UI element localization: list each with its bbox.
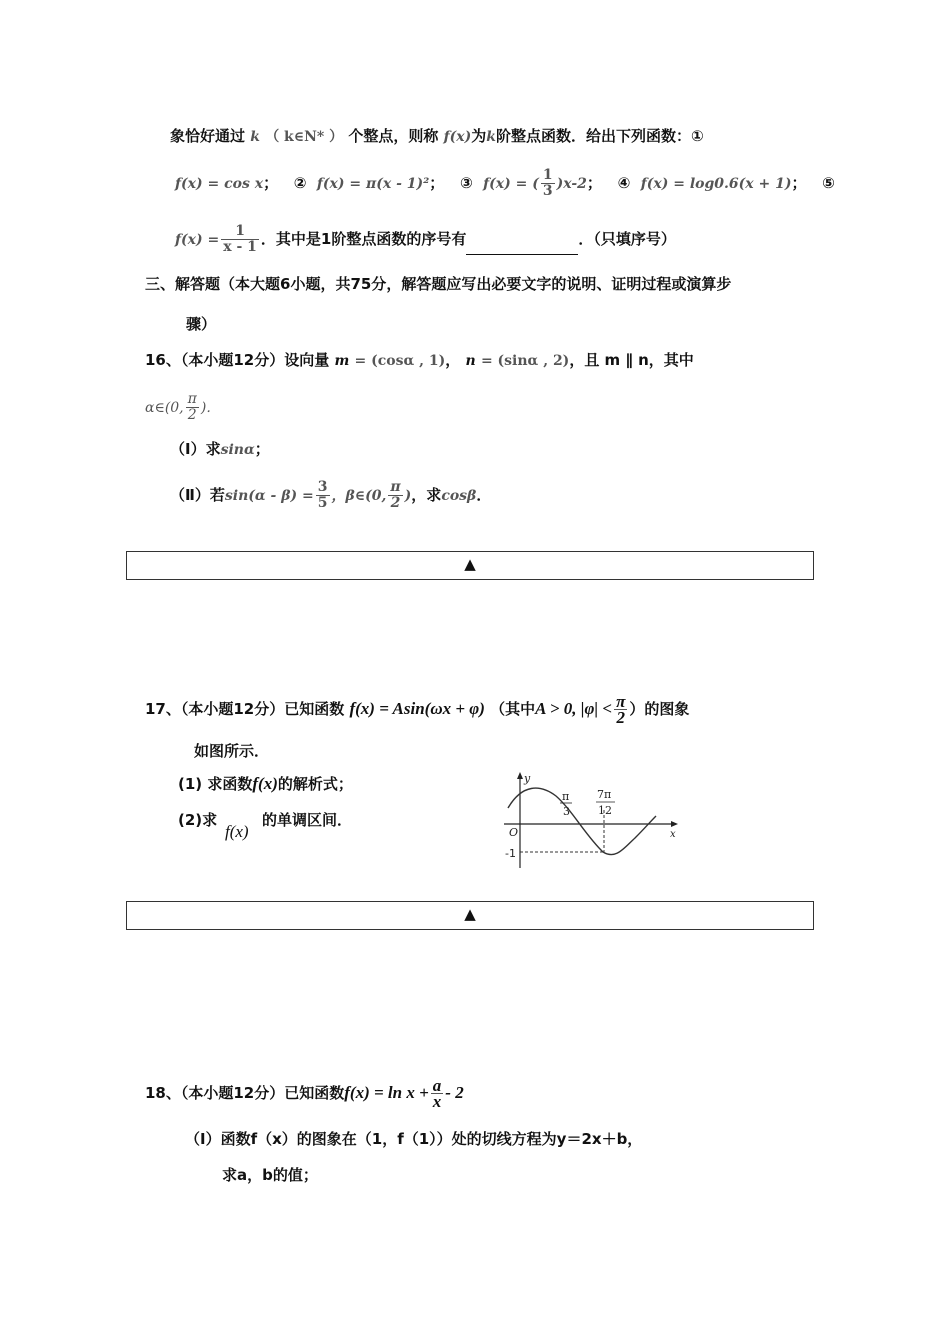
q17-part2-end: 的单调区间． bbox=[262, 811, 353, 829]
tick2-num: 7π bbox=[597, 788, 612, 801]
sine-curve bbox=[508, 788, 656, 854]
q17-line2: 如图所示． bbox=[194, 742, 270, 760]
q18-part1-cont: 求a，b的值； bbox=[222, 1166, 318, 1184]
answer-box-q16 bbox=[126, 551, 814, 580]
tick1-den: 3 bbox=[563, 805, 570, 818]
min-label: -1 bbox=[505, 847, 516, 860]
answer-box-q17 bbox=[126, 901, 814, 930]
q16-head: 16、（本小题12分）设向量 m = (cosα , 1)， n = (sinα , 2)，且 m ∥ n，其中 bbox=[145, 351, 694, 369]
q18-part1: （I）函数f（x）的图象在（1，f（1））处的切线方程为y＝2x＋b， bbox=[185, 1130, 643, 1148]
section3-title-cont: 骤） bbox=[186, 315, 217, 333]
y-label: y bbox=[524, 772, 531, 785]
q17-part2: (2)求 bbox=[178, 811, 218, 829]
tick1-num: π bbox=[562, 790, 570, 803]
q15-line3: f(x) = $\frac{1}{x - 1}$ ．其中是1阶整点函数的序号有 ．（只填序号） bbox=[175, 223, 676, 255]
tick2-den: 12 bbox=[598, 804, 612, 817]
q16-alpha-range: α∈(0, $\frac{\pi}{2}$ )． bbox=[145, 391, 221, 423]
section3-title: 三、解答题（本大题6小题，共75分，解答题应写出必要文字的说明、证明过程或演算步 bbox=[145, 275, 732, 293]
q15-line2: f(x) = cos x； ② f(x) = π(x - 1)²； ③ f(x) = ( $\frac{1}{3}$ )x-2； ④ f(x) = log0.6(x + 1)； ⑤ bbox=[175, 167, 835, 199]
q15-line1: 象恰好通过 k （ k∈N* ） 个整点，则称 f(x)为k阶整点函数．给出下列函数：① bbox=[170, 127, 704, 145]
x-axis-arrow-icon bbox=[671, 821, 678, 827]
q16-part1: （Ⅰ）求sinα； bbox=[170, 440, 270, 458]
answer-blank bbox=[466, 238, 578, 255]
q16-part2: （Ⅱ）若sin(α - β) = $\frac{3}{5}$ ，β∈(0, $\frac{\pi}{2}$ )，求cosβ． bbox=[170, 479, 492, 511]
q17-part1: (1) 求函数f(x)的解析式； bbox=[178, 774, 353, 793]
origin-label: O bbox=[509, 826, 519, 839]
y-axis-arrow-icon bbox=[517, 772, 523, 779]
triangle-marker-icon: ▲ bbox=[464, 555, 476, 573]
triangle-marker-icon: ▲ bbox=[464, 905, 476, 923]
q18-head: 18、（本小题12分）已知函数f(x) = ln x + $\frac{a}{x}$ - 2 bbox=[145, 1076, 464, 1111]
x-label: x bbox=[670, 829, 676, 840]
q17-head: 17、（本小题12分）已知函数 f(x) = Asin(ωx + φ) （其中A > 0, |φ| < $\frac{\pi}{2}$ ）的图象 bbox=[145, 692, 690, 727]
sine-graph bbox=[500, 770, 690, 870]
q17-part2-f: f(x) bbox=[225, 822, 249, 841]
